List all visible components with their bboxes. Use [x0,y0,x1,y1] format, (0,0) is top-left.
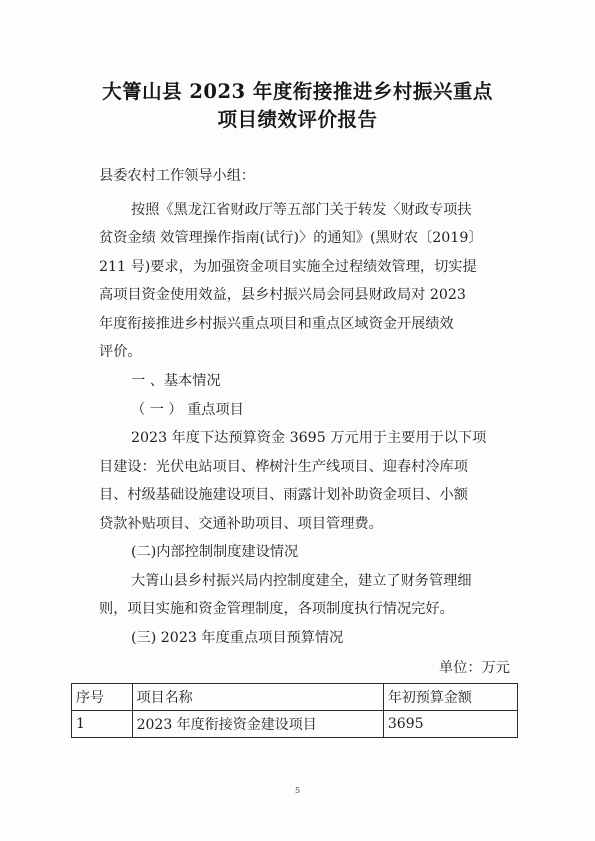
para1-line-6: 评价。 [99,344,142,360]
para3-line-2: 则，项目实施和资金管理制度，各项制度执行情况完好。 [99,601,454,617]
para1-line-4: 高项目资金使用效益，县乡村振兴局会同县财政局对 2023 [99,287,466,303]
header-project-name: 项目名称 [132,684,383,711]
report-title-line-1: 大箐山县 2023 年度衔接推进乡村振兴重点 [102,80,493,103]
subsection-2-heading: (二)内部控制制度建设情况 [131,544,299,560]
para3-line-1: 大箐山县乡村振兴局内控制度建全，建立了财务管理细 [131,573,472,589]
header-index: 序号 [72,684,133,711]
para1-line-5: 年度衔接推进乡村振兴重点项目和重点区域资金开展绩效 [99,316,454,332]
table-row [72,711,518,738]
subsection-1-heading: （ 一 ） 重点项目 [131,402,244,418]
para2-line-3: 目、村级基础设施建设项目、雨露计划补助资金项目、小额 [99,487,468,503]
row-project-name: 2023 年度衔接资金建设项目 [132,711,383,738]
para1-line-3: 211 号)要求，为加强资金项目实施全过程绩效管理，切实提 [99,259,477,275]
subsection-3-heading: (三) 2023 年度重点项目预算情况 [131,630,344,646]
row-initial-budget: 3695 [383,711,517,738]
header-initial-budget: 年初预算金额 [383,684,517,711]
salutation: 县委农村工作领导小组： [99,168,256,184]
row-index: 1 [72,711,133,738]
para1-line-1: 按照《黑龙江省财政厅等五部门关于转发〈财政专项扶 [131,202,472,218]
para2-line-2: 目建设：光伏电站项目、桦树汁生产线项目、迎春村冷库项 [99,459,468,475]
budget-table [71,683,518,738]
table-header-row [72,684,518,711]
section-1-heading: 一 、基本情况 [131,373,221,389]
para2-line-4: 贷款补贴项目、交通补助项目、项目管理费。 [99,516,383,532]
para1-line-2: 贫资金绩 效管理操作指南(试行)〉的通知》(黑财农〔2019〕 [99,230,483,246]
page-number: 5 [294,786,301,795]
para2-line-1: 2023 年度下达预算资金 3695 万元用于主要用于以下项 [131,430,487,446]
report-title-line-2: 项目绩效评价报告 [217,108,378,131]
unit-label: 单位：万元 [439,660,510,676]
